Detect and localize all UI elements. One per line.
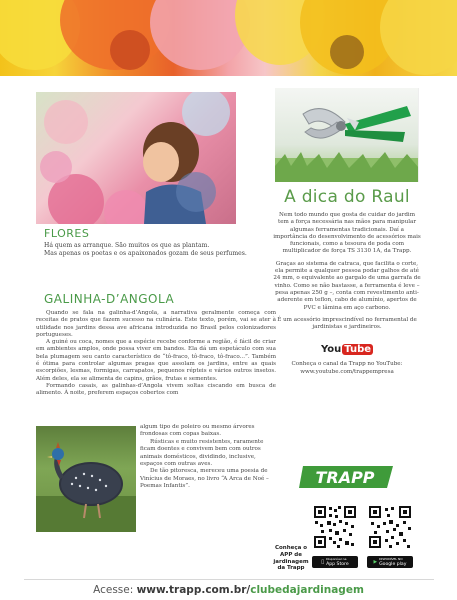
galinha-title: GALINHA-D’ANGOLA [44, 292, 175, 306]
raul-tip-section [273, 182, 421, 376]
footer [0, 584, 457, 596]
trapp-logo [299, 464, 397, 490]
pruning-shears-photo [275, 88, 419, 182]
galinha-paragraph-2: A guiné ou coca, nomes que a espécie recebe conforme a região, é fácil de criar em ambientes amplos, onde possa viver em bandos. Ela dá um espetáculo com sua bela plumagem seu canto característico de “tô-fraco, tô-fraco, tô-fraco...”. Também é ótima para controlar algumas pragas que assolam os jardins, entre as quais escorpiões, lesmas, formigas, carrapatos, pequenos répteis e vários outros insetos. Além deles, ela se alimenta de capins, grãos, frutas e sementes. [36, 339, 276, 382]
play-icon: ▶ [373, 559, 378, 565]
galinha-paragraph-5: De tão pitoresca, mereceu uma poesia de Vinícius de Moraes, no livro “A Arca de Noé – Poemas Infantis”. [140, 468, 269, 490]
youtube-logo[interactable] [320, 341, 372, 358]
appstore-small-label: Disponível na [324, 557, 346, 561]
raul-paragraph-2: Graças ao sistema de catraca, que facilita o corte, ela permite a qualquer pessoa podar galhos de até 24 mm, o equivalente ao gargalo de uma garrafa de vinho. Como se não bastasse, a ferramenta é leve – pesa apenas 250 g –, conta com revestimento anti-aderente em teflon, cabo de alumínio, apertos de PVC e lâmina em aço carbono. [273, 260, 421, 311]
flower-banner [0, 0, 457, 76]
app-label: Conheça o APP de jardinagem da Trapp [273, 545, 309, 572]
footer-url[interactable]: www.trapp.com.br/ [136, 584, 251, 596]
galinha-paragraph-3-rest: algum tipo de poleiro ou mesmo árvores frondosas com copas baixas. [140, 424, 255, 438]
youtube-logo-you: You [320, 344, 342, 356]
googleplay-label: Google play [379, 562, 407, 567]
galinha-paragraph-3-start: Formando casais, as galinhas-d’Angola vivem soltas ciscando em busca de alimento. À noite, preferem espaços cobertos com [36, 382, 276, 397]
youtube-url[interactable]: www.youtube.com/trappempresa [300, 368, 394, 375]
footer-prefix: Acesse: [93, 584, 137, 596]
galinha-article [36, 310, 276, 398]
apple-icon [321, 560, 324, 565]
flores-line-2: Mas apenas os poetas e os apaixonados gozam de seus perfumes. [44, 250, 247, 257]
raul-title: A dica do Raul [284, 187, 410, 207]
googleplay-badge[interactable] [367, 556, 413, 568]
raul-paragraph-1: Nem todo mundo que gosta de cuidar do jardim tem a força necessária nas mãos para manipular algumas ferramentas tradicionais. Daí a importância do desenvolvimento de acessórios mais funcionais, como a tesoura de poda com multiplicador de força TS 3130 1A, da Trapp. [273, 212, 421, 255]
girl-with-flowers-photo [36, 92, 236, 224]
raul-paragraph-3: É um acessório imprescindível no ferramental de jardinistas e jardineiros. [277, 316, 417, 331]
galinha-paragraph-1: Quando se fala na galinha-d’Angola, a narrativa geralmente começa com receitas de pratos que fazem sucesso na culinária. Este texto, porém, vai se ater à utilidade nos jardins dessa ave africana introduzida no Brasil pelos colonizadores portugueses. [36, 310, 276, 338]
flores-text [44, 242, 274, 258]
youtube-text: Conheça o canal da Trapp no YouTube: [291, 361, 403, 368]
googleplay-small-label: DISPONÍVEL NO [379, 557, 403, 561]
qr-code-googleplay[interactable] [368, 505, 412, 549]
youtube-logo-tube: Tube [344, 344, 372, 356]
appstore-label: App Store [324, 562, 348, 567]
flores-title: FLORES [44, 227, 90, 240]
guinea-fowl-photo [36, 426, 136, 532]
appstore-badge[interactable] [312, 556, 358, 568]
footer-divider [24, 579, 434, 580]
footer-club[interactable]: clubedajardinagem [250, 584, 364, 596]
trapp-logo-text: TRAPP [315, 468, 375, 487]
flores-line-1: Há quem as arranque. São muitos os que as plantam. [44, 242, 210, 249]
galinha-paragraph-4: Rústicas e muito resistentes, raramente ficam doentes e convivem bem com outros animais domésticos, dividindo, inclusive, espaços com outras aves. [140, 438, 264, 468]
galinha-wrapped-text [140, 424, 275, 491]
qr-code-appstore[interactable] [313, 505, 357, 549]
